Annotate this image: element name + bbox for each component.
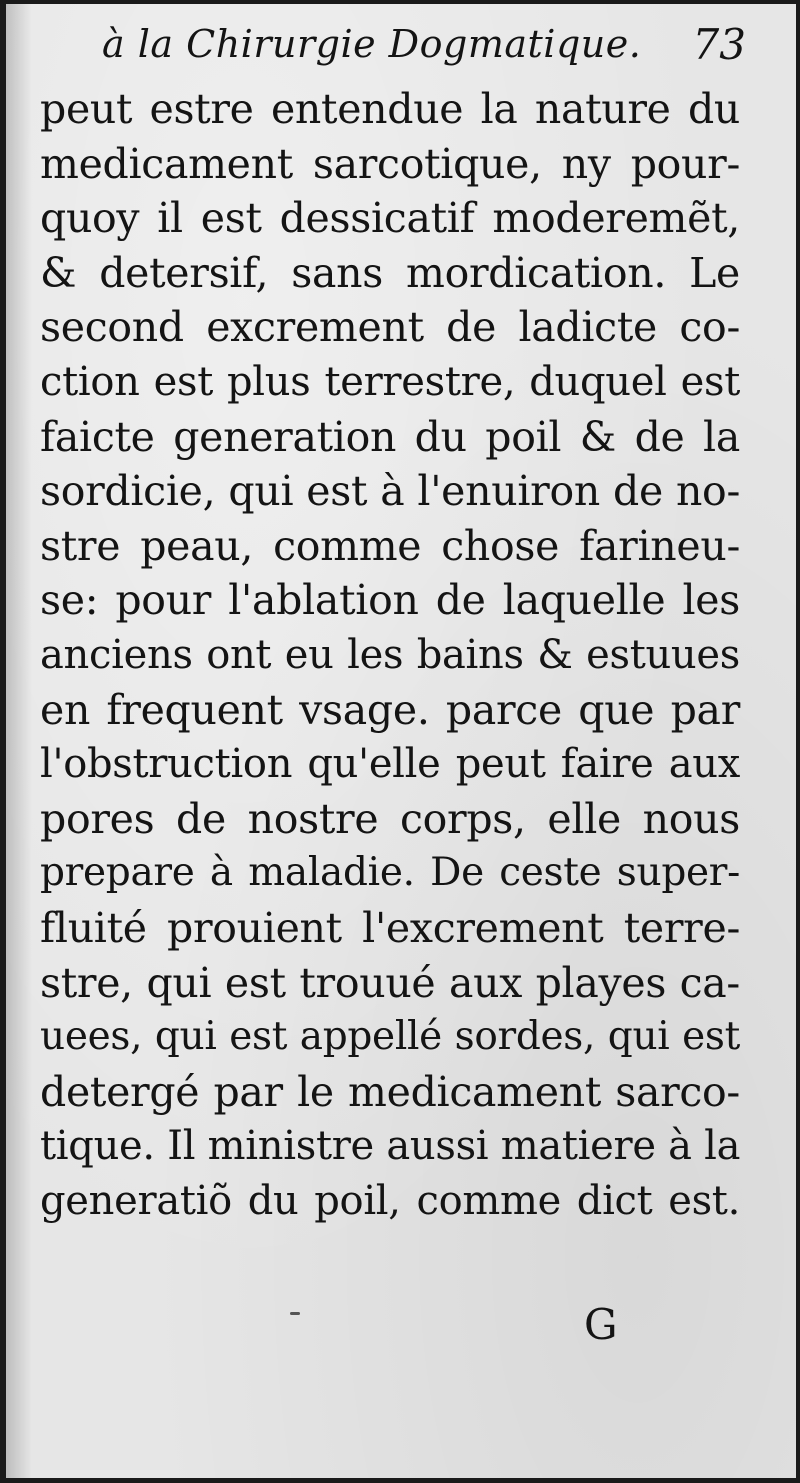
text-line: faicte generation du poil & de la bbox=[40, 412, 740, 461]
text-line: prepare à maladie. De ceste super- bbox=[40, 850, 740, 896]
text-line: stre peau, comme chose farineu- bbox=[40, 521, 740, 570]
page-header bbox=[6, 22, 796, 82]
page-gutter-shadow bbox=[6, 4, 32, 1478]
book-page bbox=[6, 4, 796, 1478]
ink-smudge bbox=[290, 1312, 300, 1315]
text-line: second excrement de ladicte co- bbox=[40, 303, 740, 352]
text-line: peut estre entendue la nature du bbox=[40, 85, 740, 133]
text-line: anciens ont eu les bains & estuues bbox=[40, 631, 740, 678]
text-line: ction est plus terrestre, duquel est bbox=[40, 358, 740, 405]
text-line: l'obstruction qu'elle peut faire aux bbox=[40, 741, 740, 788]
running-head: à la Chirurgie Dogmatique. bbox=[102, 22, 642, 66]
text-line: quoy il est dessicatif moderemẽt, bbox=[40, 194, 740, 243]
text-line: fluité prouient l'excrement terre- bbox=[40, 903, 740, 952]
text-line: en frequent vsage. parce que par bbox=[40, 685, 740, 734]
text-line: se: pour l'ablation de laquelle les bbox=[40, 576, 740, 625]
text-line: uees, qui est appellé sordes, qui est bbox=[40, 1014, 740, 1060]
text-line: pores de nostre corps, elle nous bbox=[40, 794, 740, 843]
body-text bbox=[40, 82, 740, 1228]
text-line: stre, qui est trouué aux playes ca- bbox=[40, 958, 740, 1007]
text-line: tique. Il ministre aussi matiere à la bbox=[40, 1123, 741, 1170]
text-line: & detersif, sans mordication. Le bbox=[40, 248, 740, 297]
signature-mark: G bbox=[584, 1300, 618, 1349]
text-line: detergé par le medicament sarco- bbox=[40, 1067, 740, 1116]
text-line: medicament sarcotique, ny pour- bbox=[40, 139, 740, 188]
text-line: sordicie, qui est à l'enuiron de no- bbox=[40, 467, 740, 516]
text-line: generatiõ du poil, comme dict est. bbox=[40, 1177, 740, 1224]
page-number: 73 bbox=[692, 20, 746, 69]
